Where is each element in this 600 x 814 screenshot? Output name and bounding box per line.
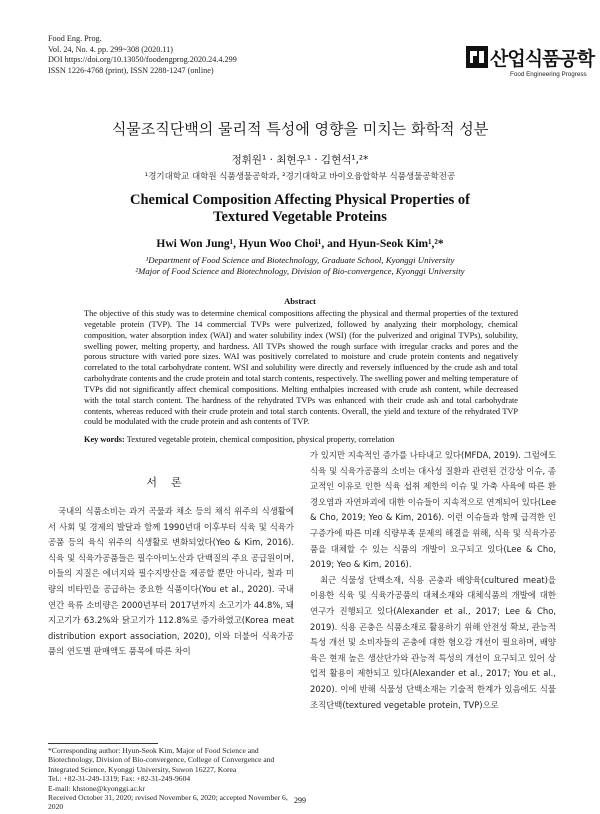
keywords-text: Textured vegetable protein, chemical composition, physical property, correlation [126,435,395,444]
footnote-dates: Received October 31, 2020; revised November 6, 2020; accepted November 6, 2020 [48,793,288,812]
journal-logo-icon [466,46,488,68]
right-column [310,448,556,713]
english-authors: Hwi Won Jung¹, Hyun Woo Choi¹, and Hyun-Seok Kim¹,²* [156,238,444,250]
korean-affiliations: ¹경기대학교 대학원 식품생물공학과, ²경기대학교 바이오융합학부 식품생물공학전공 [144,172,456,182]
section-heading-introduction: 서론 [146,476,196,489]
korean-title: 식물조직단백의 물리적 특성에 영향을 미치는 화학적 성분 [111,120,489,138]
footnote-author: *Corresponding author: Hyun-Seok Kim, Major of Food Science and Biotechnology, Division of Bio-convergence, College of Convergence and Integrated Science, Kyonggi University, Suwon 16227, Korea [48,746,275,774]
journal-name: Food Eng. Prog. [48,34,102,43]
intro-paragraph-1-continued: 가 있지만 지속적인 증가를 나타내고 있다(MFDA, 2019). 그럼에도 식육 및 식육가공품의 소비는 대사성 질환과 관련된 건강상 이슈, 종교적인 이유로 인한 식육 섭취 제한의 이슈 및 가축 사육에 따른 환경오염과 자연파괴에 대한 이슈들이 지속적으로 연계되어 있다(Lee & Cho, 2019; Yeo & Kim, 2016). 이런 이슈들과 함께 급격한 인구증가에 따른 미래 식량부족 문제의 해결을 위해, 식육 및 식육가공품을 대체할 수 있는 식품의 개발이 요구되고 있다(Lee & Cho, 2019; Yeo & Kim, 2016). [310,450,556,570]
korean-authors: 정휘원¹ · 최현우¹ · 김현석¹,²* [231,154,369,166]
footnote-phone: Tel.: +82-31-249-1319; Fax: +82-31-249-9604 [48,774,191,784]
journal-logo-text: 산업식품공학 [490,48,595,70]
journal-issn: ISSN 1226-4768 (print), ISSN 2288-1247 (online) [48,65,214,75]
journal-doi: DOI https://doi.org/10.13050/foodengprog.2020.24.4.299 [48,55,237,64]
abstract-text: The objective of this study was to determine chemical compositions affecting the physical and thermal properties of the textured vegetable protein (TVP). The 14 commercial TVPs were pulverized, followed by analyzing their morphology, chemical composition, water absorption index (WAI) and water solubility index (WSI) (for the pulverized and original TVPs), solubility, swelling power, melting property, and hardness. All TVPs showed the rough surface with irregular cracks and pores and the porous structure with varied pore sizes. WAI was positively correlated to moisture and crude protein contents and negatively correlated to the total carbohydrate content. WSI and solubility were directly and reversely influenced by the crude ash and total carbohydrate contents and the crude protein and total starch contents, respectively. The swelling power and melting temperature of TVPs did not significantly affect chemical compositions. Melting enthalpies increased with crude ash content, while decreased with the total starch content. The hardness of the rehydrated TVPs was enhanced with their crude ash and total carbohydrate contents, whereas reduced with their crude protein and total starch contents. Overall, the yield and texture of the rehydrated TVP could be modulated with the crude protein and ash contents of TVP. [84,309,518,427]
english-title-line1: Chemical Composition Affecting Physical Properties of [129,192,471,208]
english-affiliations [0,255,600,277]
english-affiliation-1: ¹Department of Food Science and Biotechnology, Graduate School, Kyonggi University [145,255,455,265]
journal-info [48,34,237,76]
page-number: 299 [294,796,306,805]
english-title-line2: Textured Vegetable Proteins [213,209,387,225]
keywords [84,435,518,444]
journal-logo [466,42,595,82]
intro-paragraph-1: 국내의 식품소비는 과거 곡물과 채소 등의 채식 위주의 식생활에서 사회 및 경제의 발달과 함께 1990년대 이후부터 식육 및 식육가공품 등의 육식 위주의 식생활로 변화되었다(Yeo & Kim, 2016). 식육 및 식육가공품들은 필수아미노산과 단백질의 주요 공급원이며, 이들의 지질은 에너지와 필수지방산을 제공할 뿐만 아니라, 철과 미량의 비타민을 공급하는 중요한 식품이다(You et al., 2020). 국내 연간 육류 소비량은 2000년부터 2017년까지 소고기가 44.8%, 돼지고기가 63.2%와 닭고기가 112.8%로 증가하였고(Korea meat distribution export association, 2020), 이와 더불어 식육가공품의 연도별 판매액도 품목에 따른 차이 [48,506,294,657]
intro-paragraph-2: 최근 식물성 단백소재, 식용 곤충과 배양육(cultured meat)을 이용한 식육 및 식육가공품의 대체소재와 대체식품의 개발에 대한 연구가 진행되고 있다(Alexander et al., 2017; Lee & Cho, 2019). 식용 곤충은 식품소재로 활용하기 위해 안전성 확보, 관능적 특성 개선 및 소비자들의 곤충에 대한 혐오감 개선이 필요하며, 배양육은 현재 높은 생산단가와 관능적 특성의 개선이 요구되고 있어 상업적 활용이 제한되고 있다(Alexander et al., 2017; You et al., 2020). 이에 반해 식물성 단백소재는 기술적 한계가 있음에도 식물조직단백(textured vegetable protein, TVP)으로 [310,574,556,710]
abstract-heading: Abstract [284,296,316,306]
footnote-email: E-mail: khstone@kyonggi.ac.kr [48,783,146,793]
footnote-divider [48,743,158,744]
journal-logo-subtitle: Food Engineering Progress [510,71,587,78]
journal-volume: Vol. 24, No. 4. pp. 299~308 (2020.11) [48,44,173,54]
english-title [0,192,600,226]
left-column [48,474,294,660]
keywords-label: Key words: [84,435,125,444]
english-affiliation-2: ²Major of Food Science and Biotechnology, Division of Bio-convergence, Kyonggi University [135,266,465,276]
